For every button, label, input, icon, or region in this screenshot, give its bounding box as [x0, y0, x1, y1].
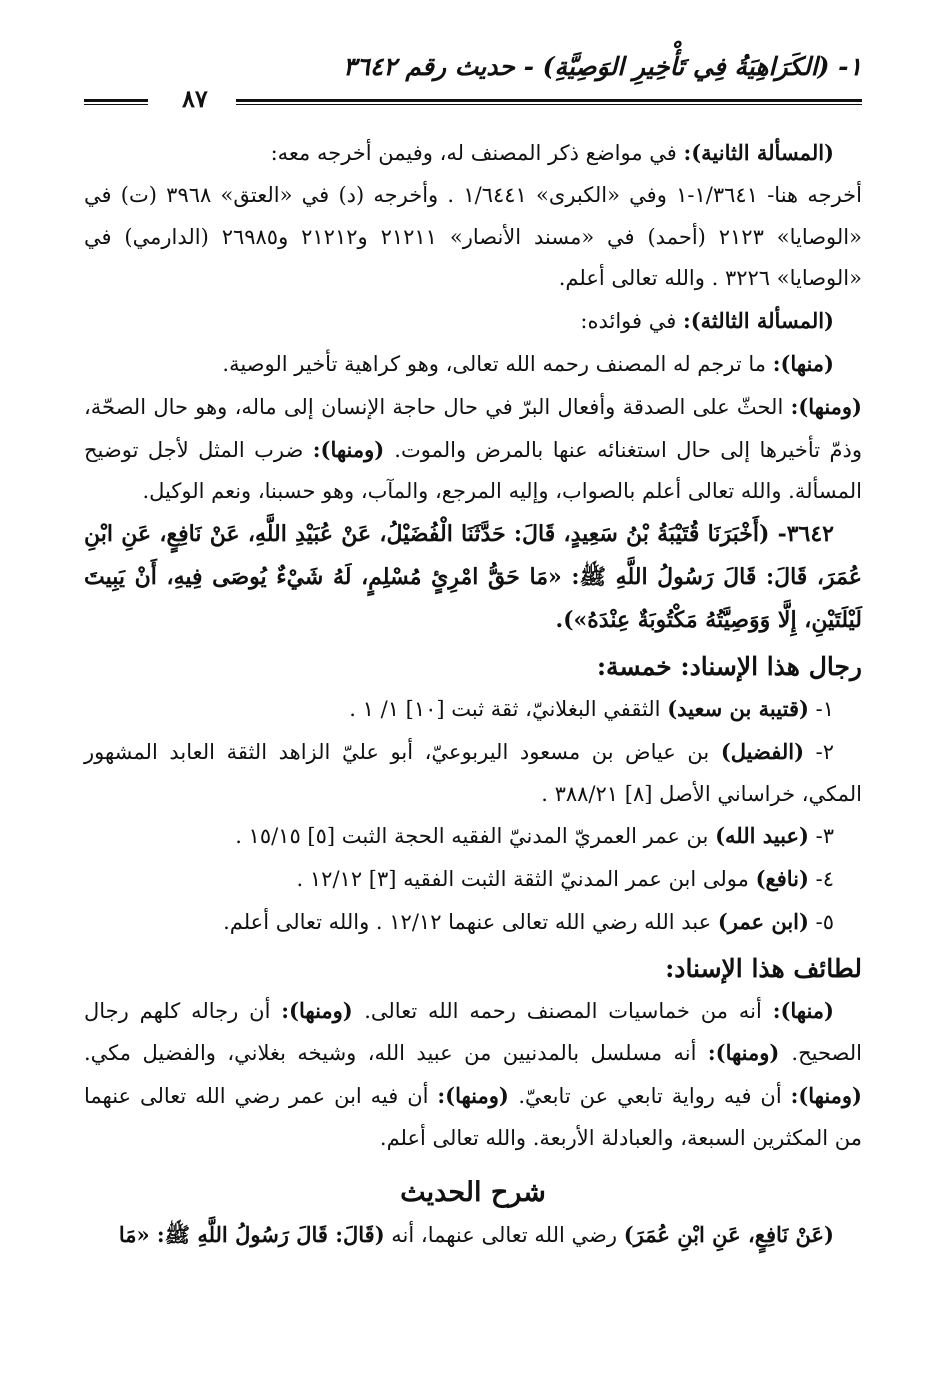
lataif-text-2: أن رجاله كلهم رجال الصحيح.: [84, 998, 862, 1066]
sharh-text-1: رضي الله تعالى عنهما، أنه: [384, 1222, 624, 1247]
rijal-desc: بن عمر العمريّ المدنيّ الفقيه الحجة الثبت [٥] ١٥/١٥ .: [235, 824, 716, 849]
rijal-desc: مولى ابن عمر المدنيّ الثقة الثبت الفقيه [٣] ١٢/١٢ .: [296, 867, 756, 892]
rijal-desc: عبد الله رضي الله تعالى عنهما ١٢/١٢ . والله تعالى أعلم.: [223, 909, 718, 934]
fawaid-2-label: (ومنها):: [790, 393, 862, 419]
rijal-num: ٥-: [808, 909, 834, 934]
rijal-num: ١-: [808, 696, 834, 721]
rijal-item: [84, 901, 862, 944]
rijal-item: [84, 688, 862, 731]
rijal-name: (قتيبة بن سعيد): [667, 695, 809, 721]
masala2-takhrij: أخرجه هنا- ١/٣٦٤١-١ وفي «الكبرى» ١/٦٤٤١ . وأخرجه (د) في «العتق» ٣٩٦٨ (ت) في «الوصايا» ٢١٢٣ (أحمد) في «مسند الأنصار» ٢١٢١١ و٢١٢١٢ و٢٦٩٨٥ (الدارمي) في «الوصايا» ٣٢٢٦ . والله تعالى أعلم.: [84, 182, 862, 291]
lataif-text-4: أن فيه رواية تابعي عن تابعيّ.: [518, 1084, 791, 1109]
sharh-bold-2: (قَالَ: قَالَ رَسُولُ اللَّهِ ﷺ: «مَا: [118, 1221, 385, 1247]
rijal-item: [84, 858, 862, 901]
fawaid-2-text: الحثّ على الصدقة وأفعال البرّ في حال حاجة الإنسان إلى ماله، وهو حال الصحّة، وذمّ تأخيرها إلى حال استغنائه عنها بالمرض والموت.: [84, 394, 862, 462]
rijal-name: (ابن عمر): [717, 908, 809, 934]
lataif-text-5: أن فيه ابن عمر رضي الله تعالى عنهما من المكثرين السبعة، والعبادلة الأربعة. والله تعالى أعلم.: [84, 1084, 862, 1150]
header-rule: [236, 99, 862, 105]
page-body: [84, 132, 862, 1256]
fawaid-3-text: ضرب المثل لأجل توضيح المسألة. والله تعالى أعلم بالصواب، وإليه المرجع، والمآب، وهو حسبنا، ونعم الوكيل.: [84, 437, 862, 504]
lataif-heading: لطائف هذا الإسناد:: [665, 953, 862, 983]
lataif-label-5: (ومنها):: [437, 1083, 519, 1109]
masala3-intro-text: في فوائده:: [580, 309, 683, 334]
rijal-heading: رجال هذا الإسناد: خمسة:: [596, 652, 862, 682]
rijal-item: [84, 815, 862, 858]
fawaid-1-text: ما ترجم له المصنف رحمه الله تعالى، وهو كراهية تأخير الوصية.: [222, 351, 773, 376]
lataif-label-4: (ومنها):: [790, 1083, 862, 1109]
header-rule-short: [84, 99, 148, 105]
sharh-first-line: [84, 1214, 862, 1257]
rijal-name: (نافع): [755, 866, 809, 892]
rijal-name: (الفضيل): [720, 738, 805, 764]
rijal-desc: بن عياض بن مسعود اليربوعيّ، أبو عليّ الزاهد الثقة العابد المشهور المكي، خراساني الأصل [٨] ٣٨٨/٢١ .: [84, 739, 862, 806]
lataif-paragraph: [84, 990, 862, 1160]
lataif-text-3: أنه مسلسل بالمدنيين من عبيد الله، وشيخه بغلاني، والفضيل مكي.: [84, 1041, 708, 1066]
lataif-label-2: (ومنها):: [281, 997, 365, 1023]
fawaid-3-label: (ومنها):: [312, 436, 395, 462]
rijal-desc: الثقفي البغلانيّ، ثقة ثبت [١٠] ١/ ١ .: [349, 696, 668, 721]
rijal-item: [84, 731, 862, 816]
rijal-num: ٣-: [808, 824, 834, 849]
masala2-label: (المسألة الثانية):: [683, 140, 834, 165]
rijal-name: (عبيد الله): [715, 823, 809, 849]
masala2-intro-text: في مواضع ذكر المصنف له، وفيمن أخرجه معه:: [270, 141, 684, 165]
fawaid-2: [84, 386, 862, 513]
lataif-label-3: (ومنها):: [707, 1040, 792, 1066]
masala3-label: (المسألة الثالثة):: [682, 308, 834, 334]
rijal-num: ٢-: [804, 739, 834, 764]
sharh-bold-1: (عَنْ نَافِعٍ، عَنِ ابْنِ عُمَرَ): [623, 1221, 834, 1247]
masala2-intro: [84, 132, 862, 175]
rijal-list: [84, 688, 862, 944]
page-header: [84, 52, 862, 132]
page-number: ٨٧: [182, 84, 208, 113]
lataif-label-1: (منها):: [772, 997, 834, 1023]
fawaid-1-label: (منها):: [772, 350, 834, 376]
sharh-title: شرح الحديث: [400, 1176, 546, 1208]
fawaid-1: [84, 343, 862, 386]
running-head: ١- (الكَرَاهِيَةُ فِي تَأْخِيرِ الوَصِيَّةِ) - حديث رقم ٣٦٤٢: [343, 52, 862, 81]
masala3-intro: [84, 300, 862, 343]
rijal-num: ٤-: [808, 867, 834, 892]
hadith-text: ٣٦٤٢- (أَخْبَرَنَا قُتَيْبَةُ بْنُ سَعِيدٍ، قَالَ: حَدَّثَنَا الْفُضَيْلُ، عَنْ عُبَيْدِ اللَّهِ، عَنْ نَافِعٍ، عَنِ ابْنِ عُمَرَ، قَالَ: قَالَ رَسُولُ اللَّهِ ﷺ: «مَا حَقُّ امْرِئٍ مُسْلِمٍ، لَهُ شَيْءٌ يُوصَى فِيهِ، أَنْ يَبِيتَ لَيْلَتَيْنِ، إِلَّا وَوَصِيَّتُهُ مَكْتُوبَةٌ عِنْدَهُ»).: [84, 521, 862, 634]
lataif-text-1: أنه من خماسيات المصنف رحمه الله تعالى.: [364, 998, 773, 1023]
